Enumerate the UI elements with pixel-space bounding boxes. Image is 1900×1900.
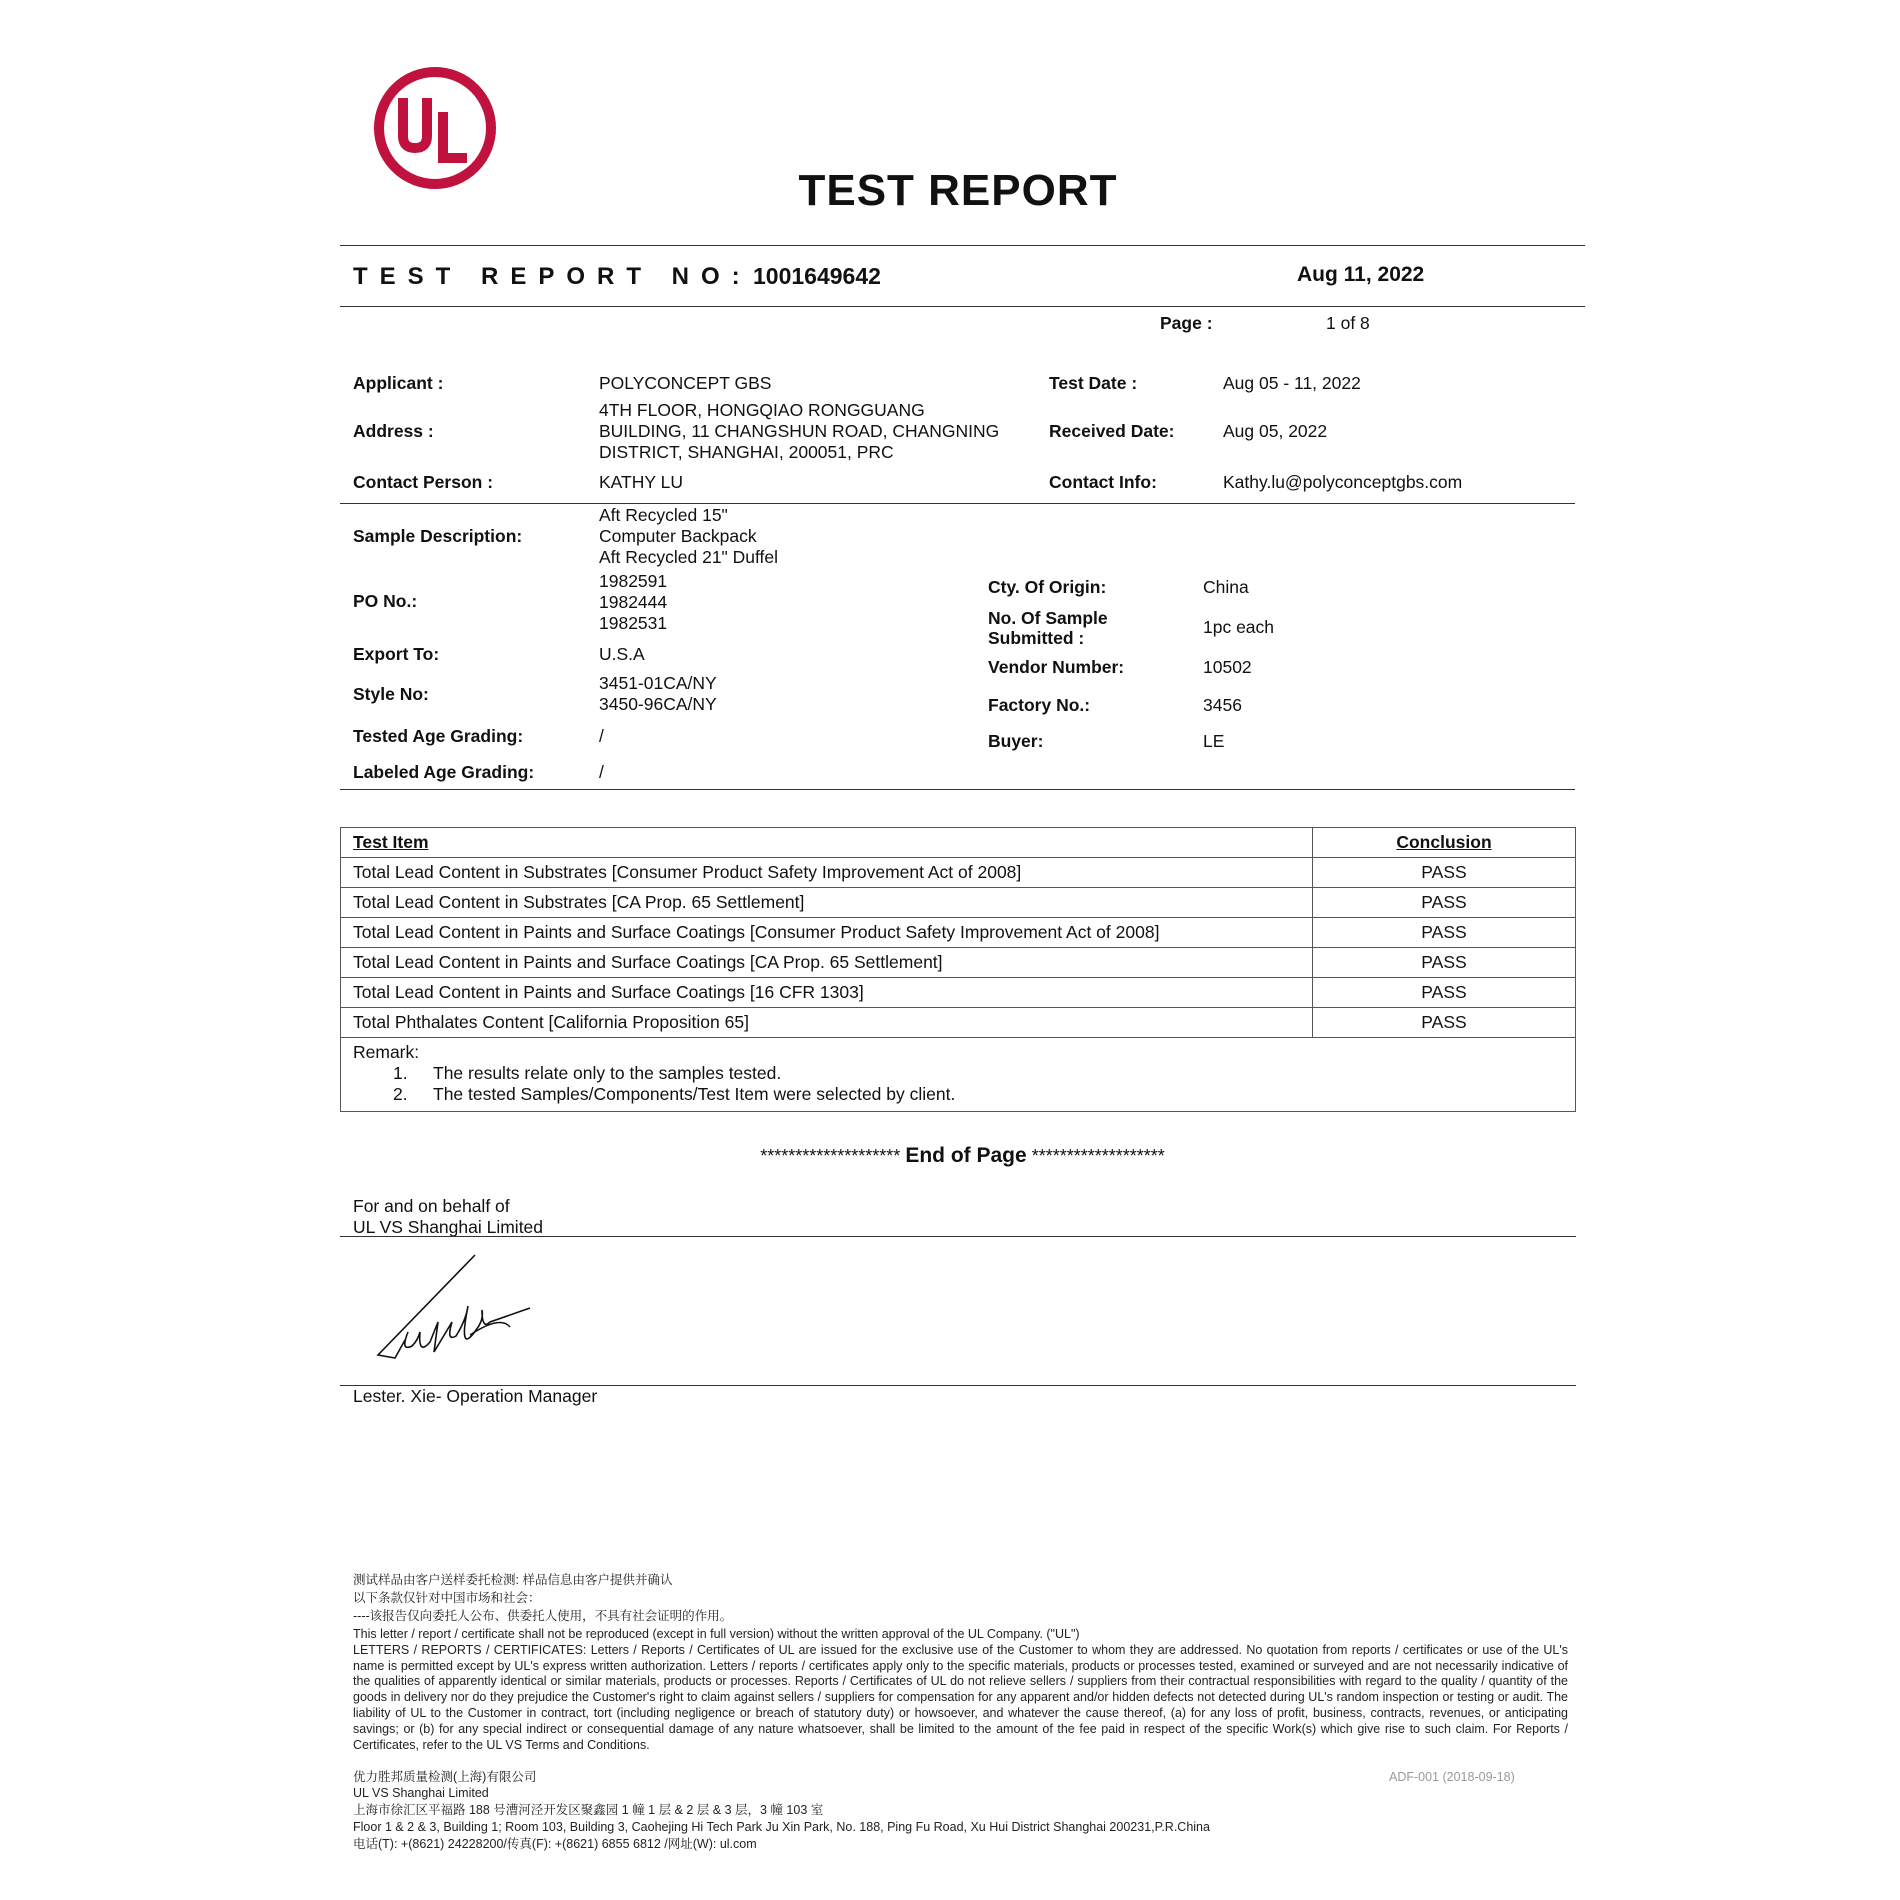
conclusion: PASS	[1313, 978, 1576, 1008]
po-number: 1982444	[599, 592, 668, 612]
end-of-page: ******************** End of Page *******************	[760, 1144, 1165, 1167]
tested-age: /	[599, 726, 604, 746]
company-name: UL VS Shanghai Limited	[353, 1217, 544, 1237]
vendor-label: Vendor Number:	[988, 657, 1125, 677]
test-item: Total Phthalates Content [California Proposition 65]	[341, 1008, 1313, 1038]
page-number: 1 of 8	[1326, 313, 1370, 333]
footer-company-cn: 优力胜邦质量检测(上海)有限公司	[353, 1770, 537, 1784]
export-to: U.S.A	[599, 644, 645, 664]
disclaimer-terms: LETTERS / REPORTS / CERTIFICATES: Letters / Reports / Certificates of UL are issued for the exclusive use of the Customer to whom they are addressed. No quotation from reports / certificates or use of the UL's name is permitted except by UL's express written authorization. Letters / reports / certificates apply only to the specific materials, products or processes tested, examined or surveyed and are not necessarily indicative of the qualities of apparently identical or similar materials, products or processes. Reports / Certificates of UL do not relieve sellers / suppliers from their contractual responsibilities with regard to the quality / quantity of the goods in delivery nor do they prejudice the Customer's right to claim against sellers / suppliers for compensation for any apparent and/or hidden defects not detected during UL's random inspection or testing or audit. The liability of UL to the Customer in contract, tort (including negligence or breach of statutory duty) or howsoever, and whatever the cause thereof, (a) for any loss of profit, business, contracts, revenues, or anticipating savings; or (b) for any special indirect or consequential damage of any nature whatsoever, shall be limited to the amount of the fee paid in respect of the specific Work(s) which give rise to such claim. For Reports / Certificates, refer to the UL VS Terms and Conditions.	[353, 1642, 1568, 1752]
disclaimer	[353, 1627, 1568, 1753]
footer-address-en: Floor 1 & 2 & 3, Building 1; Room 103, Building 3, Caohejing Hi Tech Park Ju Xin Park, No. 188, Ping Fu Road, Xu Hui District Shanghai 200231,P.R.China	[353, 1820, 1210, 1834]
remark-item: 1. The results relate only to the samples tested.	[393, 1063, 782, 1083]
table-row	[341, 1008, 1576, 1038]
header-conclusion: Conclusion	[1313, 828, 1576, 858]
signature	[350, 1250, 570, 1370]
divider	[340, 306, 1585, 307]
po-label: PO No.:	[353, 591, 418, 611]
report-number: 1001649642	[753, 263, 881, 289]
footer-company-en: UL VS Shanghai Limited	[353, 1786, 489, 1800]
disclaimer-reproduction: This letter / report / certificate shall not be reproduced (except in full version) without the written approval of the UL Company. ("UL")	[353, 1627, 1080, 1641]
table-row	[341, 858, 1576, 888]
form-code: ADF-001 (2018-09-18)	[1389, 1770, 1515, 1784]
table-header	[341, 828, 1576, 858]
table-row	[341, 948, 1576, 978]
test-date-label: Test Date :	[1049, 373, 1138, 393]
footer-cn-line: 以下条款仅针对中国市场和社会：	[353, 1591, 541, 1605]
address-label: Address :	[353, 421, 434, 441]
remark-label: Remark:	[353, 1042, 420, 1062]
table-row	[341, 978, 1576, 1008]
document-title: TEST REPORT	[798, 166, 1118, 215]
test-item: Total Lead Content in Paints and Surface Coatings [16 CFR 1303]	[341, 978, 1313, 1008]
labeled-age-label: Labeled Age Grading:	[353, 762, 535, 782]
buyer-label: Buyer:	[988, 731, 1044, 751]
conclusion: PASS	[1313, 888, 1576, 918]
test-item: Total Lead Content in Substrates [CA Prop. 65 Settlement]	[341, 888, 1313, 918]
style-number: 3450-96CA/NY	[599, 694, 717, 714]
contact-person-label: Contact Person :	[353, 472, 494, 492]
num-sample: 1pc each	[1203, 617, 1275, 637]
applicant: POLYCONCEPT GBS	[599, 373, 772, 393]
conclusion: PASS	[1313, 1008, 1576, 1038]
footer-cn-line: ----该报告仅向委托人公布、供委托人使用，不具有社会证明的作用。	[353, 1609, 733, 1623]
buyer: LE	[1203, 731, 1225, 751]
address-line: BUILDING, 11 CHANGSHUN ROAD, CHANGNING	[599, 421, 1000, 441]
received-date-label: Received Date:	[1049, 421, 1175, 441]
divider	[340, 245, 1585, 246]
style-number: 3451-01CA/NY	[599, 673, 717, 693]
style-label: Style No:	[353, 684, 429, 704]
contact-person: KATHY LU	[599, 472, 683, 492]
po-number: 1982591	[599, 571, 668, 591]
contact-info-label: Contact Info:	[1049, 472, 1157, 492]
export-label: Export To:	[353, 644, 440, 664]
vendor-number: 10502	[1203, 657, 1252, 677]
sample-description-label: Sample Description:	[353, 526, 523, 546]
table-row	[341, 918, 1576, 948]
header-test-item: Test Item	[341, 828, 1313, 858]
remark-item: 2. The tested Samples/Components/Test Item were selected by client.	[393, 1084, 956, 1104]
report-number-label: TEST REPORT NO:	[353, 263, 752, 290]
report-date: Aug 11, 2022	[1297, 263, 1425, 286]
tested-age-label: Tested Age Grading:	[353, 726, 524, 746]
footer-contact: 电话(T): +(8621) 24228200/传真(F): +(8621) 6855 6812 /网址(W): ul.com	[353, 1837, 757, 1851]
test-results-table	[340, 827, 1576, 1112]
applicant-label: Applicant :	[353, 373, 444, 393]
address-line: DISTRICT, SHANGHAI, 200051, PRC	[599, 442, 894, 462]
conclusion: PASS	[1313, 918, 1576, 948]
test-item: Total Lead Content in Substrates [Consumer Product Safety Improvement Act of 2008]	[341, 858, 1313, 888]
test-date: Aug 05 - 11, 2022	[1223, 373, 1361, 393]
origin: China	[1203, 577, 1249, 597]
labeled-age: /	[599, 762, 604, 782]
conclusion: PASS	[1313, 858, 1576, 888]
divider	[340, 1236, 1576, 1237]
num-sample-label: No. Of Sample	[988, 608, 1108, 628]
address-line: 4TH FLOOR, HONGQIAO RONGGUANG	[599, 400, 925, 420]
sample-description-line: Aft Recycled 15"	[599, 505, 728, 525]
on-behalf-of: For and on behalf of	[353, 1196, 510, 1216]
divider	[340, 789, 1575, 790]
remark-row	[341, 1038, 1576, 1112]
signer-name: Lester. Xie- Operation Manager	[353, 1386, 598, 1406]
test-item: Total Lead Content in Paints and Surface Coatings [CA Prop. 65 Settlement]	[341, 948, 1313, 978]
test-item: Total Lead Content in Paints and Surface Coatings [Consumer Product Safety Improvement Act of 2008]	[341, 918, 1313, 948]
divider	[340, 503, 1575, 504]
footer-address-cn: 上海市徐汇区平福路 188 号漕河泾开发区聚鑫园 1 幢 1 层 & 2 层 & 3 层，3 幢 103 室	[353, 1803, 824, 1817]
contact-info: Kathy.lu@polyconceptgbs.com	[1223, 472, 1463, 492]
received-date: Aug 05, 2022	[1223, 421, 1328, 441]
sample-description-line: Aft Recycled 21" Duffel	[599, 547, 779, 567]
po-number: 1982531	[599, 613, 668, 633]
num-sample-label: Submitted :	[988, 628, 1085, 648]
conclusion: PASS	[1313, 948, 1576, 978]
factory-number: 3456	[1203, 695, 1242, 715]
sample-description-line: Computer Backpack	[599, 526, 757, 546]
table-row	[341, 888, 1576, 918]
origin-label: Cty. Of Origin:	[988, 577, 1107, 597]
footer-cn-line: 测试样品由客户送样委托检测: 样品信息由客户提供并确认	[353, 1573, 673, 1587]
factory-label: Factory No.:	[988, 695, 1091, 715]
page-label: Page :	[1160, 313, 1213, 333]
